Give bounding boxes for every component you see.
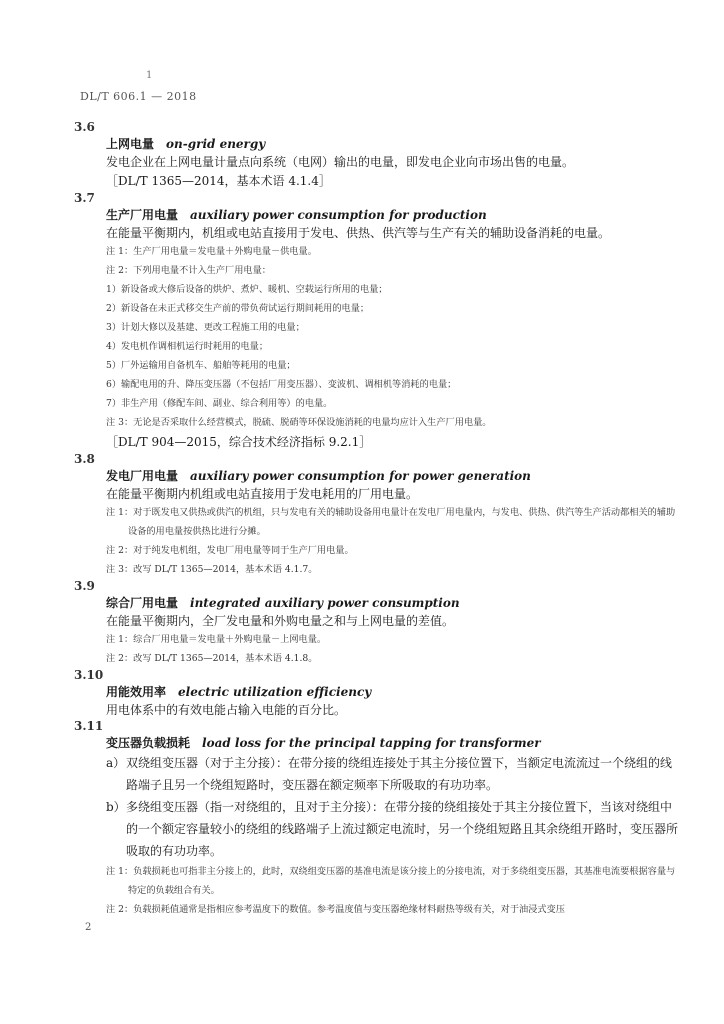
section-3-6 <box>74 120 680 191</box>
list-item: 6）输配电用的升、降压变压器（不包括厂用变压器）、变波机、调相机等消耗的电量； <box>106 379 457 390</box>
header-mark: 1 <box>146 70 153 81</box>
term-english: load loss for the principal tapping for transformer <box>202 736 541 750</box>
note: 注 2：下列用电量不计入生产厂用电量： <box>106 265 271 276</box>
note: 注 2：对于纯发电机组，发电厂用电量等同于生产厂用电量。 <box>106 545 354 556</box>
note: 注 1：负载损耗也可指非主分接上的，此时，双绕组变压器的基准电流是该分接上的分接电流，对于多绕组变压器，其基准电流要根据容量与特定的负载组合有关。 <box>106 866 676 896</box>
note: 注 2：负载损耗值通常是指相应参考温度下的数值。参考温度值与变压器绝缘材料耐热等级有关，对于油浸式变压 <box>106 904 565 915</box>
term-english: auxiliary power consumption for power generation <box>190 469 531 483</box>
term-heading <box>106 467 680 485</box>
term-chinese: 上网电量 <box>106 137 155 151</box>
term-source: ［DL/T 1365—2014，基本术语 4.1.4］ <box>106 174 331 188</box>
list-item: 7）非生产用（修配车间、副业、综合利用等）的电量。 <box>106 398 333 409</box>
term-definition: 在能量平衡期内机组或电站直接用于发电耗用的厂用电量。 <box>106 487 419 501</box>
definition-item <box>106 752 680 796</box>
list-item: 3）计划大修以及基建、更改工程施工用的电量； <box>106 322 305 333</box>
term-heading <box>106 135 680 153</box>
term-definition: 发电企业在上网电量计量点向系统（电网）输出的电量，即发电企业向市场出售的电量。 <box>106 155 575 169</box>
note: 注 2：改写 DL/T 1365—2014，基本术语 4.1.8。 <box>106 653 318 664</box>
page-number: 2 <box>85 922 92 933</box>
list-item: 2）新设备在未正式移交生产前的带负荷试运行期间耗用的电量； <box>106 303 370 314</box>
definition-item <box>106 796 680 862</box>
item-label: a） <box>106 756 126 770</box>
term-english: electric utilization efficiency <box>178 685 372 699</box>
list-item: 5）厂外运输用自备机车、船舶等耗用的电量； <box>106 360 296 371</box>
section-number: 3.9 <box>74 579 95 593</box>
list-item: 1）新设备或大修后设备的烘炉、煮炉、暖机、空载运行所用的电量； <box>106 284 388 295</box>
section-3-9 <box>74 579 680 668</box>
term-chinese: 综合厂用电量 <box>106 596 179 610</box>
note: 注 1：综合厂用电量＝发电量＋外购电量－上网电量。 <box>106 634 327 645</box>
note: 注 1：生产厂用电量＝发电量＋外购电量－供电量。 <box>106 246 317 257</box>
section-number: 3.11 <box>74 719 104 733</box>
term-heading <box>106 683 680 701</box>
note: 注 1：对于既发电又供热或供汽的机组，只与发电有关的辅助设备用电量计在发电厂用电量内，与发电、供热、供汽等生产活动都相关的辅助设备的用电量按供热比进行分摊。 <box>106 507 676 537</box>
section-3-7 <box>74 191 680 452</box>
term-chinese: 发电厂用电量 <box>106 469 179 483</box>
section-3-8 <box>74 452 680 579</box>
term-heading <box>106 594 680 612</box>
term-source: ［DL/T 904—2015，综合技术经济指标 9.2.1］ <box>106 435 372 449</box>
section-number: 3.7 <box>74 191 95 205</box>
note: 注 3：无论是否采取什么经营模式，脱硫、脱硝等环保设施消耗的电量均应计入生产厂用电量。 <box>106 417 492 428</box>
term-definition: 在能量平衡期内，机组或电站直接用于发电、供热、供汽等与生产有关的辅助设备消耗的电量。 <box>106 226 611 240</box>
term-english: auxiliary power consumption for production <box>190 208 487 222</box>
term-chinese: 用能效用率 <box>106 685 167 699</box>
term-definition: 在能量平衡期内，全厂发电量和外购电量之和与上网电量的差值。 <box>106 614 455 628</box>
term-heading <box>106 734 680 752</box>
item-text: 多绕组变压器（指一对绕组的，且对于主分接）：在带分接的绕组接处于其主分接位置下，当该对绕组中的一个额定容量较小的绕组的线路端子上流过额定电流时，另一个绕组短路且其余绕组开路时，变压器所吸取的有功功率。 <box>126 800 679 858</box>
document-body <box>74 120 680 919</box>
term-chinese: 变压器负载损耗 <box>106 736 191 750</box>
item-label: b） <box>106 800 126 814</box>
item-text: 双绕组变压器（对于主分接）：在带分接的绕组连接处于其主分接位置下，当额定电流流过一个绕组的线路端子且另一个绕组短路时，变压器在额定频率下所吸取的有功功率。 <box>126 756 673 792</box>
term-chinese: 生产厂用电量 <box>106 208 179 222</box>
term-english: integrated auxiliary power consumption <box>190 596 460 610</box>
section-3-10 <box>74 668 680 719</box>
section-3-11 <box>74 719 680 919</box>
section-number: 3.8 <box>74 452 95 466</box>
note: 注 3：改写 DL/T 1365—2014，基本术语 4.1.7。 <box>106 564 318 575</box>
list-item: 4）发电机作调相机运行时耗用的电量； <box>106 341 269 352</box>
term-heading <box>106 206 680 224</box>
term-english: on-grid energy <box>166 137 266 151</box>
section-number: 3.6 <box>74 120 95 134</box>
standard-code-header: DL/T 606.1 — 2018 <box>80 90 197 103</box>
term-definition: 用电体系中的有效电能占输入电能的百分比。 <box>106 703 347 717</box>
section-number: 3.10 <box>74 668 104 682</box>
